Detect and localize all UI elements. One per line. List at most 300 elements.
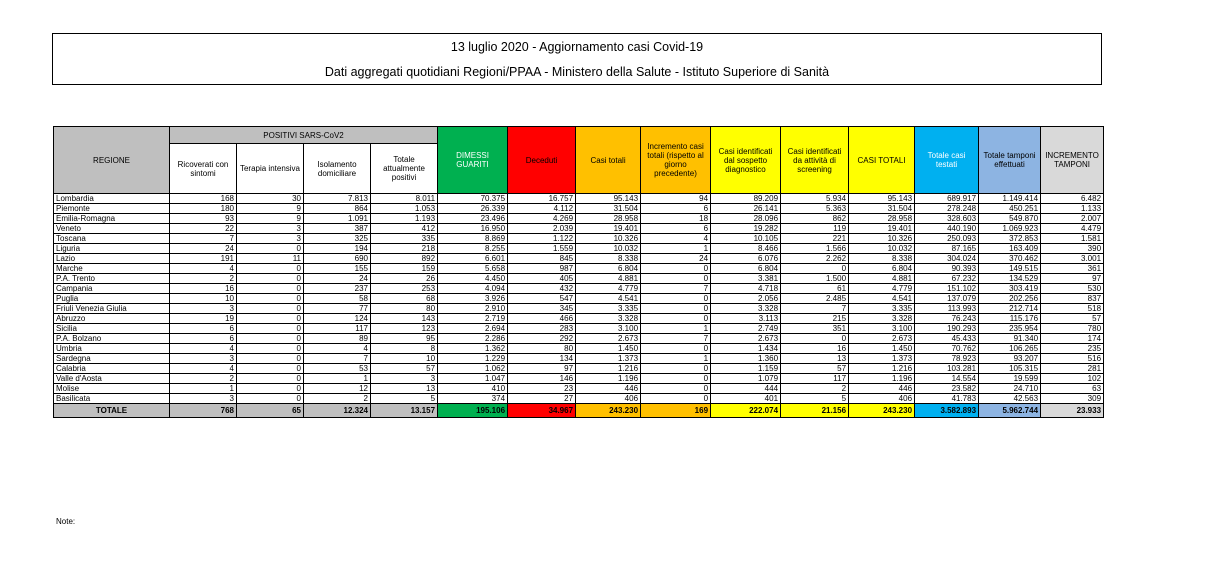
value-cell: 1.196 bbox=[576, 374, 641, 384]
value-cell: 194 bbox=[304, 244, 371, 254]
value-cell: 1.566 bbox=[781, 244, 849, 254]
value-cell: 1.362 bbox=[438, 344, 508, 354]
value-cell: 26.339 bbox=[438, 204, 508, 214]
value-cell: 78.923 bbox=[915, 354, 979, 364]
value-cell: 446 bbox=[849, 384, 915, 394]
value-cell: 3.001 bbox=[1041, 254, 1104, 264]
value-cell: 8.011 bbox=[371, 194, 438, 204]
region-cell: Sicilia bbox=[54, 324, 170, 334]
value-cell: 4.779 bbox=[849, 284, 915, 294]
value-cell: 304.024 bbox=[915, 254, 979, 264]
table-row bbox=[54, 304, 1104, 314]
value-cell: 89 bbox=[304, 334, 371, 344]
region-cell: Lazio bbox=[54, 254, 170, 264]
value-cell: 7 bbox=[641, 334, 711, 344]
total-value-cell: 5.962.744 bbox=[979, 404, 1041, 418]
value-cell: 18 bbox=[641, 214, 711, 224]
value-cell: 0 bbox=[641, 394, 711, 404]
covid-data-table bbox=[53, 126, 1104, 418]
value-cell: 2 bbox=[781, 384, 849, 394]
value-cell: 93.207 bbox=[979, 354, 1041, 364]
value-cell: 516 bbox=[1041, 354, 1104, 364]
value-cell: 518 bbox=[1041, 304, 1104, 314]
value-cell: 58 bbox=[304, 294, 371, 304]
col-header-deceduti: Deceduti bbox=[508, 127, 576, 194]
value-cell: 3.113 bbox=[711, 314, 781, 324]
value-cell: 253 bbox=[371, 284, 438, 294]
table-row bbox=[54, 194, 1104, 204]
value-cell: 63 bbox=[1041, 384, 1104, 394]
value-cell: 1.450 bbox=[849, 344, 915, 354]
value-cell: 26 bbox=[371, 274, 438, 284]
value-cell: 163.409 bbox=[979, 244, 1041, 254]
value-cell: 780 bbox=[1041, 324, 1104, 334]
value-cell: 0 bbox=[237, 304, 304, 314]
value-cell: 3.328 bbox=[711, 304, 781, 314]
positive-group-header: POSITIVI SARS-CoV2 bbox=[170, 127, 438, 144]
col-header-tamponi: Totale tamponi effettuati bbox=[979, 127, 1041, 194]
value-cell: 1 bbox=[641, 324, 711, 334]
value-cell: 1 bbox=[170, 384, 237, 394]
value-cell: 87.165 bbox=[915, 244, 979, 254]
value-cell: 134.529 bbox=[979, 274, 1041, 284]
value-cell: 1.360 bbox=[711, 354, 781, 364]
value-cell: 0 bbox=[237, 364, 304, 374]
value-cell: 2.056 bbox=[711, 294, 781, 304]
value-cell: 0 bbox=[237, 394, 304, 404]
value-cell: 151.102 bbox=[915, 284, 979, 294]
value-cell: 10 bbox=[371, 354, 438, 364]
value-cell: 862 bbox=[781, 214, 849, 224]
value-cell: 24 bbox=[641, 254, 711, 264]
col-header-isolamento: Isolamento domiciliare bbox=[304, 144, 371, 194]
value-cell: 4 bbox=[170, 344, 237, 354]
value-cell: 10 bbox=[170, 294, 237, 304]
value-cell: 3 bbox=[170, 304, 237, 314]
total-value-cell: 65 bbox=[237, 404, 304, 418]
value-cell: 549.870 bbox=[979, 214, 1041, 224]
value-cell: 3.328 bbox=[576, 314, 641, 324]
value-cell: 1.500 bbox=[781, 274, 849, 284]
value-cell: 95.143 bbox=[576, 194, 641, 204]
value-cell: 2.673 bbox=[711, 334, 781, 344]
value-cell: 4 bbox=[641, 234, 711, 244]
value-cell: 325 bbox=[304, 234, 371, 244]
value-cell: 91.340 bbox=[979, 334, 1041, 344]
value-cell: 1 bbox=[641, 244, 711, 254]
region-cell: Marche bbox=[54, 264, 170, 274]
value-cell: 95 bbox=[371, 334, 438, 344]
value-cell: 45.433 bbox=[915, 334, 979, 344]
value-cell: 2.673 bbox=[849, 334, 915, 344]
value-cell: 2.910 bbox=[438, 304, 508, 314]
value-cell: 24 bbox=[170, 244, 237, 254]
value-cell: 70.762 bbox=[915, 344, 979, 354]
value-cell: 0 bbox=[641, 384, 711, 394]
value-cell: 3.926 bbox=[438, 294, 508, 304]
value-cell: 303.419 bbox=[979, 284, 1041, 294]
value-cell: 10.326 bbox=[576, 234, 641, 244]
value-cell: 864 bbox=[304, 204, 371, 214]
table-row bbox=[54, 224, 1104, 234]
region-cell: Umbria bbox=[54, 344, 170, 354]
value-cell: 4.112 bbox=[508, 204, 576, 214]
value-cell: 113.993 bbox=[915, 304, 979, 314]
value-cell: 235.954 bbox=[979, 324, 1041, 334]
value-cell: 174 bbox=[1041, 334, 1104, 344]
value-cell: 440.190 bbox=[915, 224, 979, 234]
value-cell: 190.293 bbox=[915, 324, 979, 334]
value-cell: 374 bbox=[438, 394, 508, 404]
total-value-cell: 13.157 bbox=[371, 404, 438, 418]
value-cell: 57 bbox=[371, 364, 438, 374]
value-cell: 412 bbox=[371, 224, 438, 234]
value-cell: 7 bbox=[641, 284, 711, 294]
value-cell: 7 bbox=[170, 234, 237, 244]
col-header-incremento-casi: Incremento casi totali (rispetto al giorno precedente) bbox=[641, 127, 711, 194]
value-cell: 283 bbox=[508, 324, 576, 334]
value-cell: 892 bbox=[371, 254, 438, 264]
total-value-cell: 222.074 bbox=[711, 404, 781, 418]
value-cell: 7 bbox=[781, 304, 849, 314]
table-row bbox=[54, 354, 1104, 364]
value-cell: 2.673 bbox=[576, 334, 641, 344]
value-cell: 6.482 bbox=[1041, 194, 1104, 204]
value-cell: 3.328 bbox=[849, 314, 915, 324]
value-cell: 4.779 bbox=[576, 284, 641, 294]
region-cell: Abruzzo bbox=[54, 314, 170, 324]
value-cell: 530 bbox=[1041, 284, 1104, 294]
value-cell: 77 bbox=[304, 304, 371, 314]
value-cell: 95.143 bbox=[849, 194, 915, 204]
value-cell: 7 bbox=[304, 354, 371, 364]
value-cell: 5 bbox=[371, 394, 438, 404]
total-value-cell: 12.324 bbox=[304, 404, 371, 418]
value-cell: 4 bbox=[170, 364, 237, 374]
value-cell: 405 bbox=[508, 274, 576, 284]
region-cell: Basilicata bbox=[54, 394, 170, 404]
table-row bbox=[54, 344, 1104, 354]
value-cell: 94 bbox=[641, 194, 711, 204]
value-cell: 4.094 bbox=[438, 284, 508, 294]
value-cell: 2.039 bbox=[508, 224, 576, 234]
value-cell: 41.783 bbox=[915, 394, 979, 404]
total-value-cell: 243.230 bbox=[576, 404, 641, 418]
value-cell: 2.694 bbox=[438, 324, 508, 334]
table-body bbox=[54, 194, 1104, 418]
value-cell: 155 bbox=[304, 264, 371, 274]
value-cell: 0 bbox=[641, 314, 711, 324]
value-cell: 387 bbox=[304, 224, 371, 234]
value-cell: 5.934 bbox=[781, 194, 849, 204]
value-cell: 143 bbox=[371, 314, 438, 324]
total-row bbox=[54, 404, 1104, 418]
value-cell: 102 bbox=[1041, 374, 1104, 384]
value-cell: 1.373 bbox=[849, 354, 915, 364]
col-header-screening: Casi identificati da attività di screening bbox=[781, 127, 849, 194]
value-cell: 2 bbox=[304, 394, 371, 404]
table-row bbox=[54, 284, 1104, 294]
value-cell: 9 bbox=[237, 214, 304, 224]
value-cell: 361 bbox=[1041, 264, 1104, 274]
value-cell: 4 bbox=[304, 344, 371, 354]
total-label: TOTALE bbox=[54, 404, 170, 418]
value-cell: 0 bbox=[237, 264, 304, 274]
value-cell: 987 bbox=[508, 264, 576, 274]
value-cell: 1.216 bbox=[576, 364, 641, 374]
value-cell: 0 bbox=[641, 374, 711, 384]
value-cell: 1.196 bbox=[849, 374, 915, 384]
value-cell: 335 bbox=[371, 234, 438, 244]
value-cell: 19 bbox=[170, 314, 237, 324]
value-cell: 0 bbox=[641, 364, 711, 374]
value-cell: 250.093 bbox=[915, 234, 979, 244]
value-cell: 372.853 bbox=[979, 234, 1041, 244]
value-cell: 10.032 bbox=[849, 244, 915, 254]
value-cell: 13 bbox=[781, 354, 849, 364]
value-cell: 237 bbox=[304, 284, 371, 294]
page-subtitle: Dati aggregati quotidiani Regioni/PPAA - Ministero della Salute - Istituto Superiore di Sanità bbox=[324, 65, 830, 79]
value-cell: 19.282 bbox=[711, 224, 781, 234]
col-header-sospetto-diagnostico: Casi identificati dal sospetto diagnostico bbox=[711, 127, 781, 194]
value-cell: 28.958 bbox=[576, 214, 641, 224]
value-cell: 466 bbox=[508, 314, 576, 324]
value-cell: 1.122 bbox=[508, 234, 576, 244]
region-cell: Valle d'Aosta bbox=[54, 374, 170, 384]
total-value-cell: 169 bbox=[641, 404, 711, 418]
value-cell: 31.504 bbox=[849, 204, 915, 214]
value-cell: 3.335 bbox=[849, 304, 915, 314]
value-cell: 0 bbox=[781, 264, 849, 274]
value-cell: 191 bbox=[170, 254, 237, 264]
value-cell: 0 bbox=[237, 324, 304, 334]
value-cell: 134 bbox=[508, 354, 576, 364]
value-cell: 202.256 bbox=[979, 294, 1041, 304]
value-cell: 149.515 bbox=[979, 264, 1041, 274]
total-value-cell: 243.230 bbox=[849, 404, 915, 418]
region-cell: P.A. Trento bbox=[54, 274, 170, 284]
region-header: REGIONE bbox=[54, 127, 170, 194]
value-cell: 159 bbox=[371, 264, 438, 274]
value-cell: 67.232 bbox=[915, 274, 979, 284]
value-cell: 2.749 bbox=[711, 324, 781, 334]
value-cell: 27 bbox=[508, 394, 576, 404]
value-cell: 0 bbox=[237, 274, 304, 284]
value-cell: 10.105 bbox=[711, 234, 781, 244]
value-cell: 0 bbox=[237, 314, 304, 324]
value-cell: 406 bbox=[849, 394, 915, 404]
value-cell: 115.176 bbox=[979, 314, 1041, 324]
title-box bbox=[52, 33, 1102, 85]
region-cell: Piemonte bbox=[54, 204, 170, 214]
table-row bbox=[54, 324, 1104, 334]
value-cell: 215 bbox=[781, 314, 849, 324]
value-cell: 837 bbox=[1041, 294, 1104, 304]
value-cell: 5.658 bbox=[438, 264, 508, 274]
table-row bbox=[54, 364, 1104, 374]
value-cell: 345 bbox=[508, 304, 576, 314]
value-cell: 31.504 bbox=[576, 204, 641, 214]
value-cell: 450.251 bbox=[979, 204, 1041, 214]
value-cell: 4.450 bbox=[438, 274, 508, 284]
page-title: 13 luglio 2020 - Aggiornamento casi Covid-19 bbox=[450, 40, 704, 54]
value-cell: 14.554 bbox=[915, 374, 979, 384]
value-cell: 6 bbox=[170, 324, 237, 334]
value-cell: 28.096 bbox=[711, 214, 781, 224]
value-cell: 97 bbox=[508, 364, 576, 374]
value-cell: 1.133 bbox=[1041, 204, 1104, 214]
value-cell: 4.718 bbox=[711, 284, 781, 294]
value-cell: 3 bbox=[371, 374, 438, 384]
value-cell: 845 bbox=[508, 254, 576, 264]
value-cell: 80 bbox=[371, 304, 438, 314]
value-cell: 61 bbox=[781, 284, 849, 294]
value-cell: 328.603 bbox=[915, 214, 979, 224]
value-cell: 24 bbox=[304, 274, 371, 284]
value-cell: 26.141 bbox=[711, 204, 781, 214]
value-cell: 93 bbox=[170, 214, 237, 224]
value-cell: 8.338 bbox=[849, 254, 915, 264]
value-cell: 89.209 bbox=[711, 194, 781, 204]
value-cell: 19.401 bbox=[849, 224, 915, 234]
value-cell: 1.149.414 bbox=[979, 194, 1041, 204]
col-header-casi-testati: Totale casi testati bbox=[915, 127, 979, 194]
table-row bbox=[54, 234, 1104, 244]
value-cell: 22 bbox=[170, 224, 237, 234]
region-cell: Puglia bbox=[54, 294, 170, 304]
value-cell: 0 bbox=[237, 374, 304, 384]
value-cell: 6.804 bbox=[576, 264, 641, 274]
value-cell: 410 bbox=[438, 384, 508, 394]
col-header-attualmente-positivi: Totale attualmente positivi bbox=[371, 144, 438, 194]
value-cell: 9 bbox=[237, 204, 304, 214]
table-row bbox=[54, 264, 1104, 274]
col-header-ricoverati: Ricoverati con sintomi bbox=[170, 144, 237, 194]
value-cell: 23.496 bbox=[438, 214, 508, 224]
region-cell: Campania bbox=[54, 284, 170, 294]
value-cell: 28.958 bbox=[849, 214, 915, 224]
value-cell: 4.881 bbox=[849, 274, 915, 284]
value-cell: 1.434 bbox=[711, 344, 781, 354]
value-cell: 309 bbox=[1041, 394, 1104, 404]
value-cell: 5 bbox=[781, 394, 849, 404]
value-cell: 6.804 bbox=[711, 264, 781, 274]
table-row bbox=[54, 394, 1104, 404]
value-cell: 6.804 bbox=[849, 264, 915, 274]
note-label: Note: bbox=[56, 517, 76, 526]
table-row bbox=[54, 254, 1104, 264]
value-cell: 180 bbox=[170, 204, 237, 214]
value-cell: 1.559 bbox=[508, 244, 576, 254]
value-cell: 1.581 bbox=[1041, 234, 1104, 244]
value-cell: 6 bbox=[641, 204, 711, 214]
value-cell: 6 bbox=[641, 224, 711, 234]
total-value-cell: 21.156 bbox=[781, 404, 849, 418]
value-cell: 0 bbox=[237, 354, 304, 364]
value-cell: 351 bbox=[781, 324, 849, 334]
value-cell: 8.338 bbox=[576, 254, 641, 264]
value-cell: 446 bbox=[576, 384, 641, 394]
value-cell: 6.601 bbox=[438, 254, 508, 264]
value-cell: 105.315 bbox=[979, 364, 1041, 374]
value-cell: 117 bbox=[781, 374, 849, 384]
value-cell: 281 bbox=[1041, 364, 1104, 374]
value-cell: 292 bbox=[508, 334, 576, 344]
region-cell: Calabria bbox=[54, 364, 170, 374]
total-value-cell: 34.967 bbox=[508, 404, 576, 418]
value-cell: 235 bbox=[1041, 344, 1104, 354]
value-cell: 0 bbox=[237, 344, 304, 354]
value-cell: 90.393 bbox=[915, 264, 979, 274]
region-cell: Sardegna bbox=[54, 354, 170, 364]
value-cell: 0 bbox=[641, 304, 711, 314]
value-cell: 2.007 bbox=[1041, 214, 1104, 224]
value-cell: 432 bbox=[508, 284, 576, 294]
value-cell: 117 bbox=[304, 324, 371, 334]
value-cell: 23 bbox=[508, 384, 576, 394]
value-cell: 103.281 bbox=[915, 364, 979, 374]
region-cell: Emilia-Romagna bbox=[54, 214, 170, 224]
value-cell: 23.582 bbox=[915, 384, 979, 394]
region-cell: Molise bbox=[54, 384, 170, 394]
region-cell: Friuli Venezia Giulia bbox=[54, 304, 170, 314]
value-cell: 5.363 bbox=[781, 204, 849, 214]
value-cell: 690 bbox=[304, 254, 371, 264]
value-cell: 4 bbox=[170, 264, 237, 274]
value-cell: 1.062 bbox=[438, 364, 508, 374]
value-cell: 30 bbox=[237, 194, 304, 204]
table-row bbox=[54, 334, 1104, 344]
region-cell: Liguria bbox=[54, 244, 170, 254]
value-cell: 2 bbox=[170, 374, 237, 384]
value-cell: 3 bbox=[237, 234, 304, 244]
value-cell: 547 bbox=[508, 294, 576, 304]
table-row bbox=[54, 244, 1104, 254]
value-cell: 3 bbox=[170, 394, 237, 404]
value-cell: 10.032 bbox=[576, 244, 641, 254]
value-cell: 3 bbox=[237, 224, 304, 234]
value-cell: 3.381 bbox=[711, 274, 781, 284]
value-cell: 1.053 bbox=[371, 204, 438, 214]
value-cell: 97 bbox=[1041, 274, 1104, 284]
value-cell: 3.335 bbox=[576, 304, 641, 314]
value-cell: 4.269 bbox=[508, 214, 576, 224]
value-cell: 8 bbox=[371, 344, 438, 354]
value-cell: 0 bbox=[237, 384, 304, 394]
table-row bbox=[54, 274, 1104, 284]
value-cell: 1.373 bbox=[576, 354, 641, 364]
value-cell: 1.079 bbox=[711, 374, 781, 384]
value-cell: 68 bbox=[371, 294, 438, 304]
value-cell: 8.466 bbox=[711, 244, 781, 254]
value-cell: 16 bbox=[170, 284, 237, 294]
value-cell: 1.069.923 bbox=[979, 224, 1041, 234]
value-cell: 1 bbox=[304, 374, 371, 384]
value-cell: 57 bbox=[781, 364, 849, 374]
value-cell: 1.091 bbox=[304, 214, 371, 224]
value-cell: 1.450 bbox=[576, 344, 641, 354]
table-row bbox=[54, 384, 1104, 394]
value-cell: 3.100 bbox=[849, 324, 915, 334]
value-cell: 0 bbox=[641, 294, 711, 304]
value-cell: 278.248 bbox=[915, 204, 979, 214]
col-header-terapia: Terapia intensiva bbox=[237, 144, 304, 194]
value-cell: 6 bbox=[170, 334, 237, 344]
value-cell: 6.076 bbox=[711, 254, 781, 264]
value-cell: 2 bbox=[170, 274, 237, 284]
table-row bbox=[54, 214, 1104, 224]
value-cell: 2.485 bbox=[781, 294, 849, 304]
